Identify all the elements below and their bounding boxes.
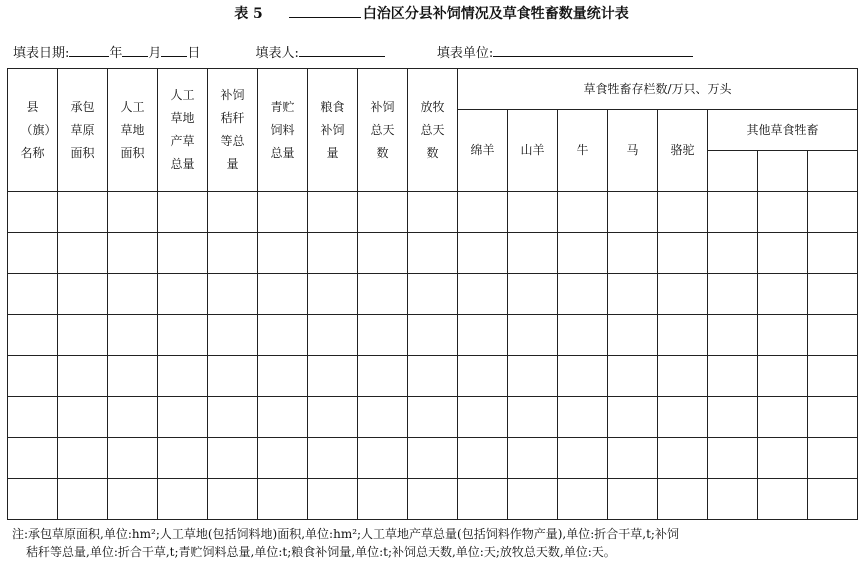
table-cell[interactable] bbox=[308, 233, 358, 274]
table-cell[interactable] bbox=[258, 479, 308, 520]
table-cell[interactable] bbox=[358, 479, 408, 520]
table-cell[interactable] bbox=[58, 233, 108, 274]
table-row bbox=[8, 397, 858, 438]
table-cell[interactable] bbox=[358, 315, 408, 356]
table-cell[interactable] bbox=[508, 479, 558, 520]
table-cell[interactable] bbox=[158, 233, 208, 274]
table-cell[interactable] bbox=[408, 315, 458, 356]
header-feeding-days: 补饲总天数 bbox=[358, 69, 408, 192]
header-cattle: 牛 bbox=[558, 110, 608, 192]
table-cell[interactable] bbox=[408, 438, 458, 479]
table-cell[interactable] bbox=[508, 233, 558, 274]
table-cell[interactable] bbox=[158, 479, 208, 520]
table-cell[interactable] bbox=[158, 274, 208, 315]
header-horse: 马 bbox=[608, 110, 658, 192]
header-contract-area: 承包草原面积 bbox=[58, 69, 108, 192]
table-cell[interactable] bbox=[408, 233, 458, 274]
table-title bbox=[0, 3, 863, 23]
table-cell[interactable] bbox=[708, 438, 758, 479]
table-cell[interactable] bbox=[58, 315, 108, 356]
table-cell[interactable] bbox=[108, 315, 158, 356]
table-cell[interactable] bbox=[258, 315, 308, 356]
table-cell[interactable] bbox=[558, 192, 608, 233]
table-cell[interactable] bbox=[208, 274, 258, 315]
table-cell[interactable] bbox=[8, 274, 58, 315]
table-row bbox=[8, 438, 858, 479]
table-cell[interactable] bbox=[758, 397, 808, 438]
table-cell[interactable] bbox=[58, 479, 108, 520]
table-cell[interactable] bbox=[158, 192, 208, 233]
table-cell[interactable] bbox=[708, 397, 758, 438]
header-straw: 补饲秸秆等总量 bbox=[208, 69, 258, 192]
unit-label: 填表单位: bbox=[436, 46, 494, 61]
table-cell[interactable] bbox=[708, 315, 758, 356]
year-label: 年 bbox=[109, 46, 123, 61]
table-cell[interactable] bbox=[258, 356, 308, 397]
table-cell[interactable] bbox=[808, 315, 858, 356]
table-cell[interactable] bbox=[258, 438, 308, 479]
table-name: 白治区分县补饲情况及草食牲畜数量统计表 bbox=[362, 6, 629, 22]
table-cell[interactable] bbox=[608, 233, 658, 274]
table-cell[interactable] bbox=[258, 192, 308, 233]
table-cell[interactable] bbox=[808, 356, 858, 397]
table-cell[interactable] bbox=[458, 397, 508, 438]
table-cell[interactable] bbox=[8, 233, 58, 274]
header-camel: 骆驼 bbox=[658, 110, 708, 192]
table-cell[interactable] bbox=[508, 438, 558, 479]
table-cell[interactable] bbox=[208, 397, 258, 438]
table-cell[interactable] bbox=[308, 274, 358, 315]
table-cell[interactable] bbox=[808, 397, 858, 438]
table-cell[interactable] bbox=[758, 356, 808, 397]
table-cell[interactable] bbox=[608, 192, 658, 233]
table-cell[interactable] bbox=[358, 397, 408, 438]
header-goat: 山羊 bbox=[508, 110, 558, 192]
table-cell[interactable] bbox=[508, 356, 558, 397]
table-cell[interactable] bbox=[458, 315, 508, 356]
table-cell[interactable] bbox=[658, 192, 708, 233]
table-cell[interactable] bbox=[208, 192, 258, 233]
table-cell[interactable] bbox=[208, 438, 258, 479]
table-cell[interactable] bbox=[208, 233, 258, 274]
header-other-sub bbox=[758, 151, 808, 192]
table-cell[interactable] bbox=[708, 233, 758, 274]
table-cell[interactable] bbox=[658, 479, 708, 520]
table-cell[interactable] bbox=[558, 438, 608, 479]
table-cell[interactable] bbox=[358, 438, 408, 479]
header-livestock-group: 草食牲畜存栏数/万只、万头 bbox=[458, 69, 858, 110]
table-cell[interactable] bbox=[708, 192, 758, 233]
table-cell[interactable] bbox=[558, 397, 608, 438]
table-cell[interactable] bbox=[8, 192, 58, 233]
table-cell[interactable] bbox=[558, 356, 608, 397]
table-cell[interactable] bbox=[558, 479, 608, 520]
table-cell[interactable] bbox=[408, 192, 458, 233]
table-cell[interactable] bbox=[158, 438, 208, 479]
table-cell[interactable] bbox=[358, 356, 408, 397]
table-cell[interactable] bbox=[608, 438, 658, 479]
table-cell[interactable] bbox=[758, 233, 808, 274]
table-cell[interactable] bbox=[608, 356, 658, 397]
table-cell[interactable] bbox=[308, 192, 358, 233]
footnote bbox=[12, 525, 852, 561]
header-artificial-yield: 人工草地产草总量 bbox=[158, 69, 208, 192]
table-cell[interactable] bbox=[658, 315, 708, 356]
table-cell[interactable] bbox=[308, 315, 358, 356]
table-cell[interactable] bbox=[508, 315, 558, 356]
header-other-sub bbox=[808, 151, 858, 192]
table-cell[interactable] bbox=[458, 438, 508, 479]
header-sheep: 绵羊 bbox=[458, 110, 508, 192]
table-cell[interactable] bbox=[108, 479, 158, 520]
table-cell[interactable] bbox=[308, 356, 358, 397]
month-label: 月 bbox=[148, 46, 162, 61]
header-other-sub bbox=[708, 151, 758, 192]
table-cell[interactable] bbox=[458, 274, 508, 315]
table-cell[interactable] bbox=[358, 233, 408, 274]
table-cell[interactable] bbox=[658, 397, 708, 438]
table-cell[interactable] bbox=[158, 397, 208, 438]
date-label: 填表日期: bbox=[13, 46, 70, 61]
table-cell[interactable] bbox=[258, 274, 308, 315]
table-row bbox=[8, 479, 858, 520]
table-row bbox=[8, 192, 858, 233]
table-cell[interactable] bbox=[158, 315, 208, 356]
table-cell[interactable] bbox=[758, 438, 808, 479]
table-cell[interactable] bbox=[8, 438, 58, 479]
table-cell[interactable] bbox=[508, 192, 558, 233]
table-row bbox=[8, 233, 858, 274]
table-cell[interactable] bbox=[658, 274, 708, 315]
table-cell[interactable] bbox=[708, 274, 758, 315]
table-cell[interactable] bbox=[508, 274, 558, 315]
table-cell[interactable] bbox=[808, 479, 858, 520]
header-other: 其他草食牲畜 bbox=[708, 110, 858, 151]
table-cell[interactable] bbox=[558, 274, 608, 315]
region-blank bbox=[289, 5, 361, 18]
table-cell[interactable] bbox=[408, 397, 458, 438]
table-cell[interactable] bbox=[158, 356, 208, 397]
table-cell[interactable] bbox=[258, 233, 308, 274]
day-blank[interactable] bbox=[161, 43, 187, 57]
table-cell[interactable] bbox=[358, 192, 408, 233]
table-cell[interactable] bbox=[808, 274, 858, 315]
table-cell[interactable] bbox=[608, 315, 658, 356]
table-cell[interactable] bbox=[8, 397, 58, 438]
table-row bbox=[8, 274, 858, 315]
table-cell[interactable] bbox=[108, 274, 158, 315]
table-cell[interactable] bbox=[658, 356, 708, 397]
table-cell[interactable] bbox=[758, 315, 808, 356]
table-cell[interactable] bbox=[808, 192, 858, 233]
table-cell[interactable] bbox=[308, 438, 358, 479]
table-cell[interactable] bbox=[708, 479, 758, 520]
table-cell[interactable] bbox=[108, 438, 158, 479]
table-cell[interactable] bbox=[458, 479, 508, 520]
header-silage: 青贮饲料总量 bbox=[258, 69, 308, 192]
table-cell[interactable] bbox=[8, 479, 58, 520]
table-cell[interactable] bbox=[208, 315, 258, 356]
table-cell[interactable] bbox=[458, 233, 508, 274]
statistics-table bbox=[7, 68, 858, 520]
table-cell[interactable] bbox=[58, 438, 108, 479]
table-number: 表 5 bbox=[234, 6, 263, 22]
table-cell[interactable] bbox=[58, 274, 108, 315]
table-cell[interactable] bbox=[658, 438, 708, 479]
table-cell[interactable] bbox=[458, 192, 508, 233]
footnote-line-1: 注:承包草原面积,单位:hm²;人工草地(包括饲料地)面积,单位:hm²;人工草地产草总量(包括饲料作物产量),单位:折合干草,t;补饲 bbox=[12, 527, 679, 541]
table-cell[interactable] bbox=[58, 397, 108, 438]
table-cell[interactable] bbox=[108, 192, 158, 233]
unit-blank[interactable] bbox=[493, 43, 693, 57]
table-cell[interactable] bbox=[608, 397, 658, 438]
month-blank[interactable] bbox=[122, 43, 148, 57]
table-cell[interactable] bbox=[308, 397, 358, 438]
table-cell[interactable] bbox=[708, 356, 758, 397]
table-cell[interactable] bbox=[358, 274, 408, 315]
table-cell[interactable] bbox=[558, 233, 608, 274]
table-cell[interactable] bbox=[808, 233, 858, 274]
table-cell[interactable] bbox=[308, 479, 358, 520]
table-cell[interactable] bbox=[558, 315, 608, 356]
header-grazing-days: 放牧总天数 bbox=[408, 69, 458, 192]
table-cell[interactable] bbox=[258, 397, 308, 438]
header-artificial-area: 人工草地面积 bbox=[108, 69, 158, 192]
header-county: 县（旗）名称 bbox=[8, 69, 58, 192]
table-cell[interactable] bbox=[408, 356, 458, 397]
table-cell[interactable] bbox=[108, 233, 158, 274]
table-row bbox=[8, 356, 858, 397]
filler-label: 填表人: bbox=[255, 46, 299, 61]
table-cell[interactable] bbox=[108, 397, 158, 438]
table-cell[interactable] bbox=[408, 274, 458, 315]
year-blank[interactable] bbox=[69, 43, 109, 57]
table-cell[interactable] bbox=[58, 356, 108, 397]
filler-blank[interactable] bbox=[299, 43, 385, 57]
table-cell[interactable] bbox=[758, 274, 808, 315]
table-cell[interactable] bbox=[58, 192, 108, 233]
table-cell[interactable] bbox=[458, 356, 508, 397]
form-meta bbox=[13, 42, 853, 61]
table-cell[interactable] bbox=[608, 274, 658, 315]
header-grain: 粮食补饲量 bbox=[308, 69, 358, 192]
table-cell[interactable] bbox=[758, 192, 808, 233]
table-cell[interactable] bbox=[108, 356, 158, 397]
table-cell[interactable] bbox=[8, 315, 58, 356]
table-row bbox=[8, 315, 858, 356]
footnote-line-2: 秸秆等总量,单位:折合干草,t;青贮饲料总量,单位:t;粮食补饲量,单位:t;补饲总天数,单位:天;放牧总天数,单位:天。 bbox=[26, 545, 616, 559]
table-cell[interactable] bbox=[808, 438, 858, 479]
table-cell[interactable] bbox=[758, 479, 808, 520]
table-cell[interactable] bbox=[508, 397, 558, 438]
table-cell[interactable] bbox=[208, 479, 258, 520]
table-cell[interactable] bbox=[8, 356, 58, 397]
day-label: 日 bbox=[187, 46, 201, 61]
table-cell[interactable] bbox=[658, 233, 708, 274]
table-cell[interactable] bbox=[608, 479, 658, 520]
table-cell[interactable] bbox=[208, 356, 258, 397]
table-cell[interactable] bbox=[408, 479, 458, 520]
